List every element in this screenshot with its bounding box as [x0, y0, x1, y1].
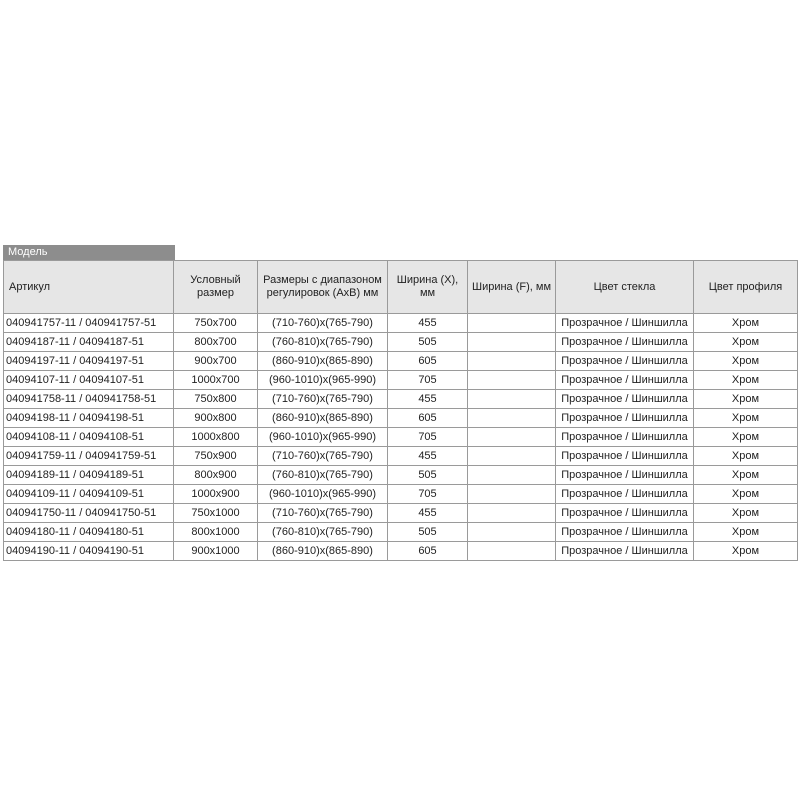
article-cell: 04094187-11 / 04094187-51: [4, 333, 174, 352]
size-cell: 1000x700: [174, 371, 258, 390]
width-x-cell: 705: [388, 428, 468, 447]
dims-cell: (960-1010)x(965-990): [258, 428, 388, 447]
profile-color-cell: Хром: [694, 333, 798, 352]
glass-color-cell: Прозрачное / Шиншилла: [556, 447, 694, 466]
table-row: [4, 485, 798, 504]
profile-color-cell: Хром: [694, 409, 798, 428]
width-f-cell: [468, 447, 556, 466]
header-article: Артикул: [4, 261, 174, 314]
width-f-cell: [468, 523, 556, 542]
size-cell: 1000x900: [174, 485, 258, 504]
dims-cell: (710-760)x(765-790): [258, 447, 388, 466]
dims-cell: (710-760)x(765-790): [258, 314, 388, 333]
dims-cell: (760-810)x(765-790): [258, 466, 388, 485]
width-x-cell: 455: [388, 447, 468, 466]
article-cell: 04094180-11 / 04094180-51: [4, 523, 174, 542]
dims-cell: (860-910)x(865-890): [258, 352, 388, 371]
width-f-cell: [468, 333, 556, 352]
width-f-cell: [468, 352, 556, 371]
size-cell: 900x700: [174, 352, 258, 371]
width-x-cell: 505: [388, 333, 468, 352]
dims-cell: (710-760)x(765-790): [258, 504, 388, 523]
dims-cell: (760-810)x(765-790): [258, 333, 388, 352]
width-x-cell: 605: [388, 352, 468, 371]
profile-color-cell: Хром: [694, 447, 798, 466]
size-cell: 750x700: [174, 314, 258, 333]
article-cell: 04094108-11 / 04094108-51: [4, 428, 174, 447]
model-section-label: Модель: [3, 245, 175, 260]
glass-color-cell: Прозрачное / Шиншилла: [556, 523, 694, 542]
table-row: [4, 352, 798, 371]
table-row: [4, 314, 798, 333]
width-x-cell: 705: [388, 485, 468, 504]
table-row: [4, 428, 798, 447]
width-f-cell: [468, 314, 556, 333]
width-x-cell: 505: [388, 466, 468, 485]
width-x-cell: 705: [388, 371, 468, 390]
size-cell: 750x900: [174, 447, 258, 466]
glass-color-cell: Прозрачное / Шиншилла: [556, 542, 694, 561]
table-row: [4, 504, 798, 523]
width-f-cell: [468, 542, 556, 561]
profile-color-cell: Хром: [694, 390, 798, 409]
glass-color-cell: Прозрачное / Шиншилла: [556, 352, 694, 371]
dims-cell: (710-760)x(765-790): [258, 390, 388, 409]
size-cell: 750x1000: [174, 504, 258, 523]
article-cell: 040941757-11 / 040941757-51: [4, 314, 174, 333]
header-width-x: Ширина (Х), мм: [388, 261, 468, 314]
profile-color-cell: Хром: [694, 542, 798, 561]
width-f-cell: [468, 504, 556, 523]
table-row: [4, 409, 798, 428]
table-row: [4, 447, 798, 466]
width-x-cell: 455: [388, 390, 468, 409]
size-cell: 800x1000: [174, 523, 258, 542]
header-glass-color: Цвет стекла: [556, 261, 694, 314]
article-cell: 040941759-11 / 040941759-51: [4, 447, 174, 466]
article-cell: 04094107-11 / 04094107-51: [4, 371, 174, 390]
profile-color-cell: Хром: [694, 352, 798, 371]
size-cell: 750x800: [174, 390, 258, 409]
size-cell: 900x800: [174, 409, 258, 428]
width-x-cell: 505: [388, 523, 468, 542]
glass-color-cell: Прозрачное / Шиншилла: [556, 504, 694, 523]
profile-color-cell: Хром: [694, 504, 798, 523]
article-cell: 04094190-11 / 04094190-51: [4, 542, 174, 561]
width-f-cell: [468, 371, 556, 390]
article-cell: 04094197-11 / 04094197-51: [4, 352, 174, 371]
glass-color-cell: Прозрачное / Шиншилла: [556, 485, 694, 504]
dims-cell: (960-1010)x(965-990): [258, 485, 388, 504]
table-row: [4, 333, 798, 352]
size-cell: 900x1000: [174, 542, 258, 561]
glass-color-cell: Прозрачное / Шиншилла: [556, 428, 694, 447]
width-f-cell: [468, 466, 556, 485]
article-cell: 04094198-11 / 04094198-51: [4, 409, 174, 428]
glass-color-cell: Прозрачное / Шиншилла: [556, 333, 694, 352]
header-size: Условный размер: [174, 261, 258, 314]
width-f-cell: [468, 390, 556, 409]
width-f-cell: [468, 485, 556, 504]
table-row: [4, 371, 798, 390]
article-cell: 040941750-11 / 040941750-51: [4, 504, 174, 523]
width-x-cell: 455: [388, 504, 468, 523]
width-x-cell: 455: [388, 314, 468, 333]
table-row: [4, 542, 798, 561]
profile-color-cell: Хром: [694, 314, 798, 333]
article-cell: 04094109-11 / 04094109-51: [4, 485, 174, 504]
dims-cell: (960-1010)x(965-990): [258, 371, 388, 390]
table-row: [4, 523, 798, 542]
dims-cell: (760-810)x(765-790): [258, 523, 388, 542]
glass-color-cell: Прозрачное / Шиншилла: [556, 371, 694, 390]
size-cell: 1000x800: [174, 428, 258, 447]
header-profile-color: Цвет профиля: [694, 261, 798, 314]
width-x-cell: 605: [388, 542, 468, 561]
glass-color-cell: Прозрачное / Шиншилла: [556, 409, 694, 428]
glass-color-cell: Прозрачное / Шиншилла: [556, 466, 694, 485]
header-width-f: Ширина (F), мм: [468, 261, 556, 314]
width-x-cell: 605: [388, 409, 468, 428]
glass-color-cell: Прозрачное / Шиншилла: [556, 390, 694, 409]
profile-color-cell: Хром: [694, 485, 798, 504]
profile-color-cell: Хром: [694, 428, 798, 447]
spec-table: [3, 260, 798, 561]
header-dims: Размеры с диапазоном регулировок (АхВ) мм: [258, 261, 388, 314]
article-cell: 040941758-11 / 040941758-51: [4, 390, 174, 409]
profile-color-cell: Хром: [694, 523, 798, 542]
glass-color-cell: Прозрачное / Шиншилла: [556, 314, 694, 333]
table-row: [4, 466, 798, 485]
width-f-cell: [468, 428, 556, 447]
article-cell: 04094189-11 / 04094189-51: [4, 466, 174, 485]
dims-cell: (860-910)x(865-890): [258, 542, 388, 561]
width-f-cell: [468, 409, 556, 428]
size-cell: 800x700: [174, 333, 258, 352]
table-header-row: [4, 261, 798, 314]
profile-color-cell: Хром: [694, 466, 798, 485]
size-cell: 800x900: [174, 466, 258, 485]
table-row: [4, 390, 798, 409]
profile-color-cell: Хром: [694, 371, 798, 390]
dims-cell: (860-910)x(865-890): [258, 409, 388, 428]
